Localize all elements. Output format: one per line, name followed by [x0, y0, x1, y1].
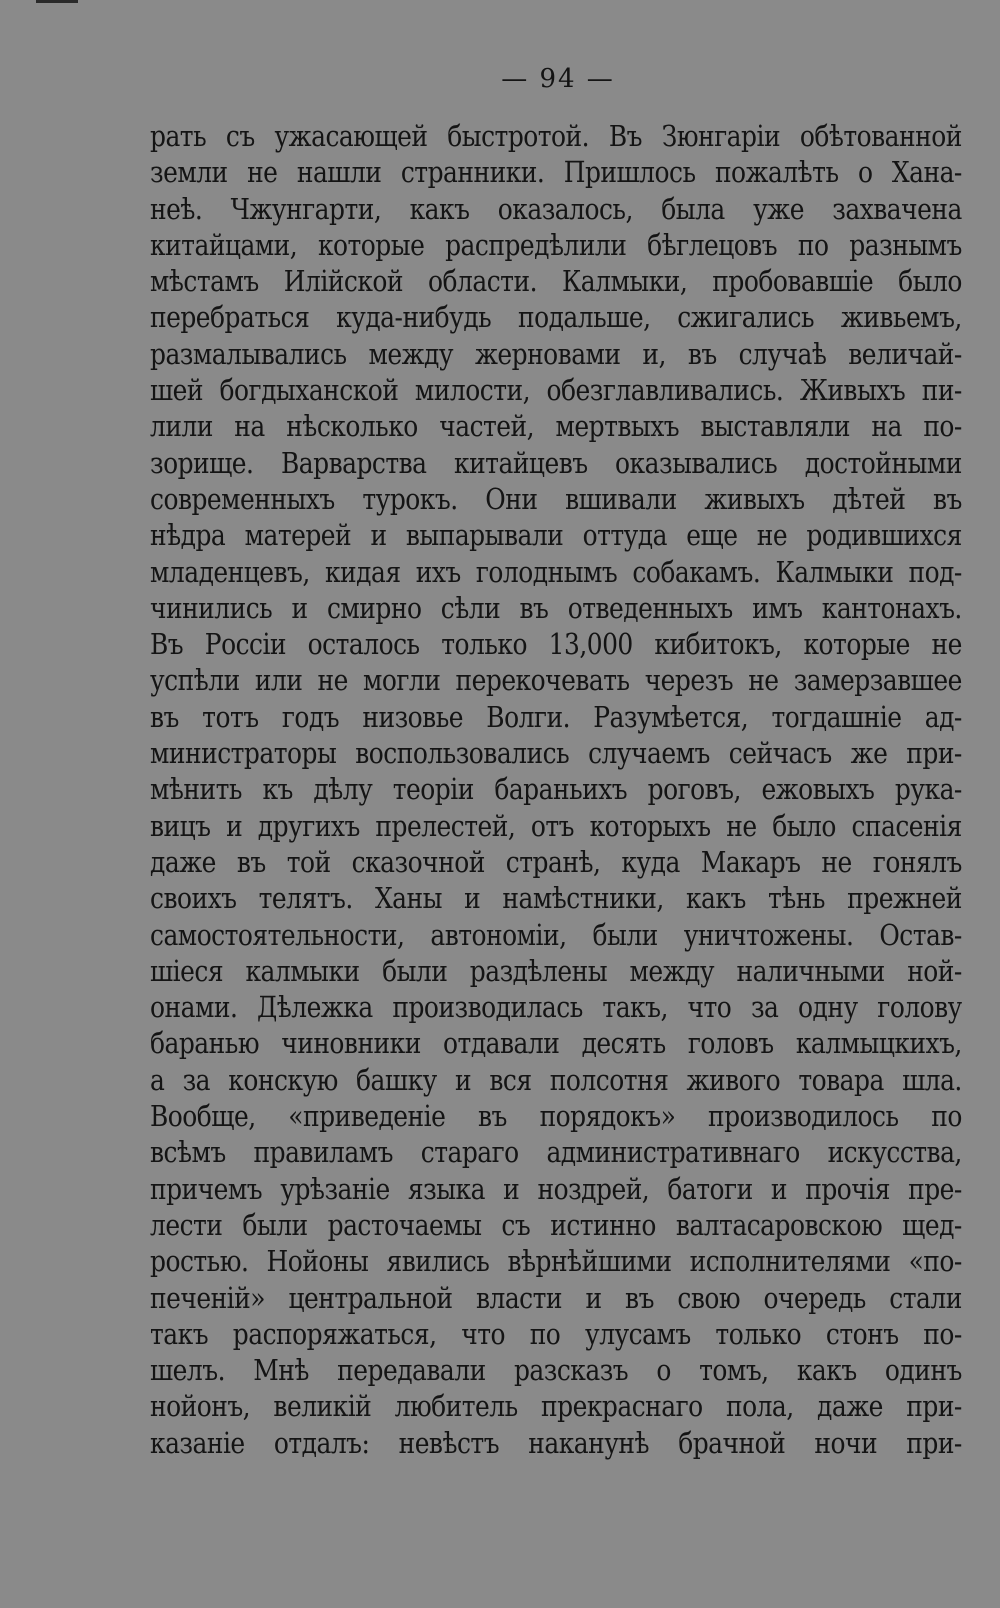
- text-line: самостоятельности, автономіи, были уничтожены. Остав-: [150, 917, 962, 952]
- text-line: чинились и смирно сѣли въ отведенныхъ имъ кантонахъ.: [150, 590, 962, 625]
- scan-corner-mark: [36, 0, 78, 3]
- text-line: успѣли или не могли перекочевать черезъ не замерзавшее: [150, 663, 962, 698]
- text-line: китайцами, которые распредѣлили бѣглецовъ по разнымъ: [150, 227, 962, 262]
- text-line: даже въ той сказочной странѣ, куда Макаръ не гонялъ: [150, 844, 962, 879]
- text-line: мѣнить къ дѣлу теоріи бараньихъ роговъ, ежовыхъ рука-: [150, 772, 962, 807]
- text-line: вицъ и другихъ прелестей, отъ которыхъ не было спасенія: [150, 808, 962, 843]
- text-line: размалывались между жерновами и, въ случаѣ величай-: [150, 336, 962, 371]
- text-line: печеній» центральной власти и въ свою очередь стали: [150, 1280, 962, 1315]
- text-line: земли не нашли странники. Пришлось пожалѣть о Хана-: [150, 155, 962, 190]
- text-line: мѣстамъ Илійской области. Калмыки, пробовавшіе было: [150, 264, 962, 299]
- body-text: [150, 118, 962, 1461]
- text-line: младенцевъ, кидая ихъ голоднымъ собакамъ. Калмыки под-: [150, 554, 962, 589]
- text-line: министраторы воспользовались случаемъ сейчасъ же при-: [150, 736, 962, 771]
- text-line: всѣмъ правиламъ стараго административнаго искусства,: [150, 1135, 962, 1170]
- text-line: неѣ. Чжунгарти, какъ оказалось, была уже захвачена: [150, 191, 962, 226]
- text-line: перебраться куда-нибудь подальше, сжигались живьемъ,: [150, 300, 962, 335]
- text-line: казаніе отдалъ: невѣстъ наканунѣ брачной ночи при-: [150, 1425, 962, 1460]
- page-number: — 94 —: [501, 64, 615, 94]
- text-line: современныхъ турокъ. Они вшивали живыхъ дѣтей въ: [150, 481, 962, 516]
- text-line: рать съ ужасающей быстротой. Въ Зюнгаріи обѣтованной: [150, 119, 962, 153]
- text-line: лести были расточаемы съ истинно валтасаровскою щед-: [150, 1207, 962, 1242]
- text-line: своихъ телятъ. Ханы и намѣстники, какъ тѣнь прежней: [150, 881, 962, 916]
- text-line: нойонъ, великій любитель прекраснаго пола, даже при-: [150, 1389, 962, 1424]
- text-line: зорище. Варварства китайцевъ оказывались достойными: [150, 445, 962, 480]
- text-line: такъ распоряжаться, что по улусамъ только стонъ по-: [150, 1316, 962, 1351]
- text-line: лили на нѣсколько частей, мертвыхъ выставляли на по-: [150, 409, 962, 444]
- text-line: ростью. Нойоны явились вѣрнѣйшими исполнителями «по-: [150, 1244, 962, 1279]
- text-line: Въ Россіи осталось только 13,000 кибитокъ, которые не: [150, 627, 962, 662]
- text-line: причемъ урѣзаніе языка и ноздрей, батоги и прочія пре-: [150, 1171, 962, 1206]
- text-line: баранью чиновники отдавали десять головъ калмыцкихъ,: [150, 1026, 962, 1061]
- text-line: шіеся калмыки были раздѣлены между наличными ной-: [150, 953, 962, 988]
- text-line: онами. Дѣлежка производилась такъ, что за одну голову: [150, 990, 962, 1025]
- text-line: въ тотъ годъ низовье Волги. Разумѣется, тогдашніе ад-: [150, 699, 962, 734]
- text-line: шелъ. Мнѣ передавали разсказъ о томъ, какъ одинъ: [150, 1353, 962, 1388]
- text-line: нѣдра матерей и выпарывали оттуда еще не родившихся: [150, 518, 962, 553]
- text-line: Вообще, «приведеніе въ порядокъ» производилось по: [150, 1099, 962, 1134]
- text-line: а за конскую башку и вся полсотня живого товара шла.: [150, 1062, 962, 1097]
- text-line: шей богдыханской милости, обезглавливались. Живыхъ пи-: [150, 373, 962, 408]
